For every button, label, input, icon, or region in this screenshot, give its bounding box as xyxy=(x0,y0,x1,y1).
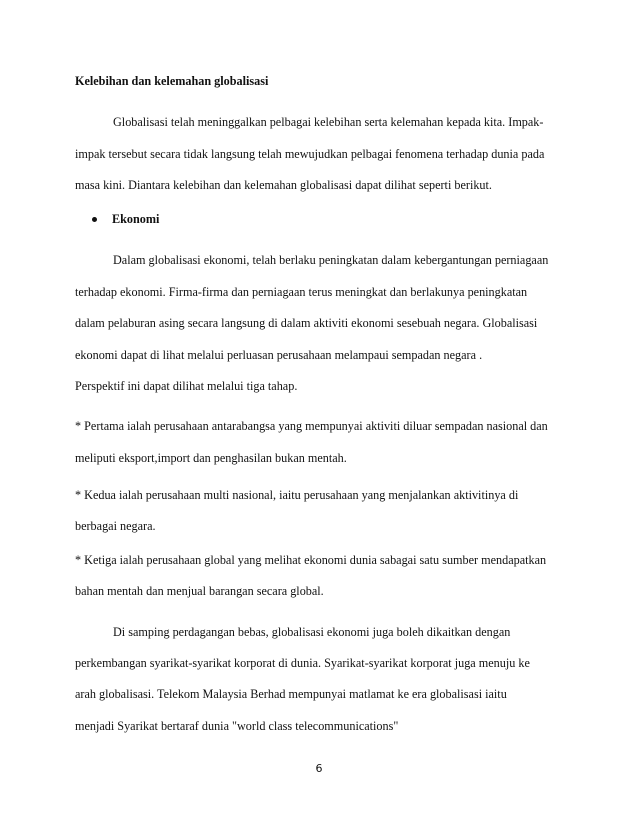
section-heading: Kelebihan dan kelemahan globalisasi xyxy=(75,74,269,88)
perspective-line: Perspektif ini dapat dilihat melalui tiga tahap. xyxy=(75,379,298,393)
closing-line-1: Di samping perdagangan bebas, globalisasi ekonomi juga boleh dikaitkan dengan xyxy=(113,625,511,639)
economy-line-4: ekonomi dapat di lihat melalui perluasan perusahaan melampaui sempadan negara . xyxy=(75,348,483,362)
intro-line-1: Globalisasi telah meninggalkan pelbagai kelebihan serta kelemahan kepada kita. Impak- xyxy=(113,115,544,129)
economy-line-1: Dalam globalisasi ekonomi, telah berlaku peningkatan dalam kebergantungan perniagaan xyxy=(113,253,549,267)
economy-line-2: terhadap ekonomi. Firma-firma dan perniagaan terus meningkat dan berlakunya peningkatan xyxy=(75,285,528,299)
page-number: 6 xyxy=(315,762,323,775)
point1-line-1: * Pertama ialah perusahaan antarabangsa yang mempunyai aktiviti diluar sempadan nasional dan xyxy=(75,419,548,433)
closing-line-2: perkembangan syarikat-syarikat korporat di dunia. Syarikat-syarikat korporat juga menuju ke xyxy=(75,656,530,670)
intro-line-3: masa kini. Diantara kelebihan dan kelemahan globalisasi dapat dilihat seperti berikut. xyxy=(75,178,492,192)
closing-line-3: arah globalisasi. Telekom Malaysia Berhad mempunyai matlamat ke era globalisasi iaitu xyxy=(75,687,507,701)
point2-line-1: * Kedua ialah perusahaan multi nasional, iaitu perusahaan yang menjalankan aktivitinya di xyxy=(75,488,519,502)
point1-line-2: meliputi eksport,import dan penghasilan bukan mentah. xyxy=(75,451,347,465)
point3-line-2: bahan mentah dan menjual barangan secara global. xyxy=(75,584,324,598)
point2-line-2: berbagai negara. xyxy=(75,519,156,533)
closing-line-4: menjadi Syarikat bertaraf dunia "world class telecommunications" xyxy=(75,719,399,733)
bullet-icon xyxy=(92,217,97,222)
bullet-heading-ekonomi: Ekonomi xyxy=(112,212,160,226)
economy-line-3: dalam pelaburan asing secara langsung di dalam aktiviti ekonomi sesebuah negara. Globalisasi xyxy=(75,316,538,330)
intro-line-2: impak tersebut secara tidak langsung telah mewujudkan pelbagai fenomena terhadap dunia pada xyxy=(75,147,545,161)
point3-line-1: * Ketiga ialah perusahaan global yang melihat ekonomi dunia sabagai satu sumber mendapatkan xyxy=(75,553,547,567)
